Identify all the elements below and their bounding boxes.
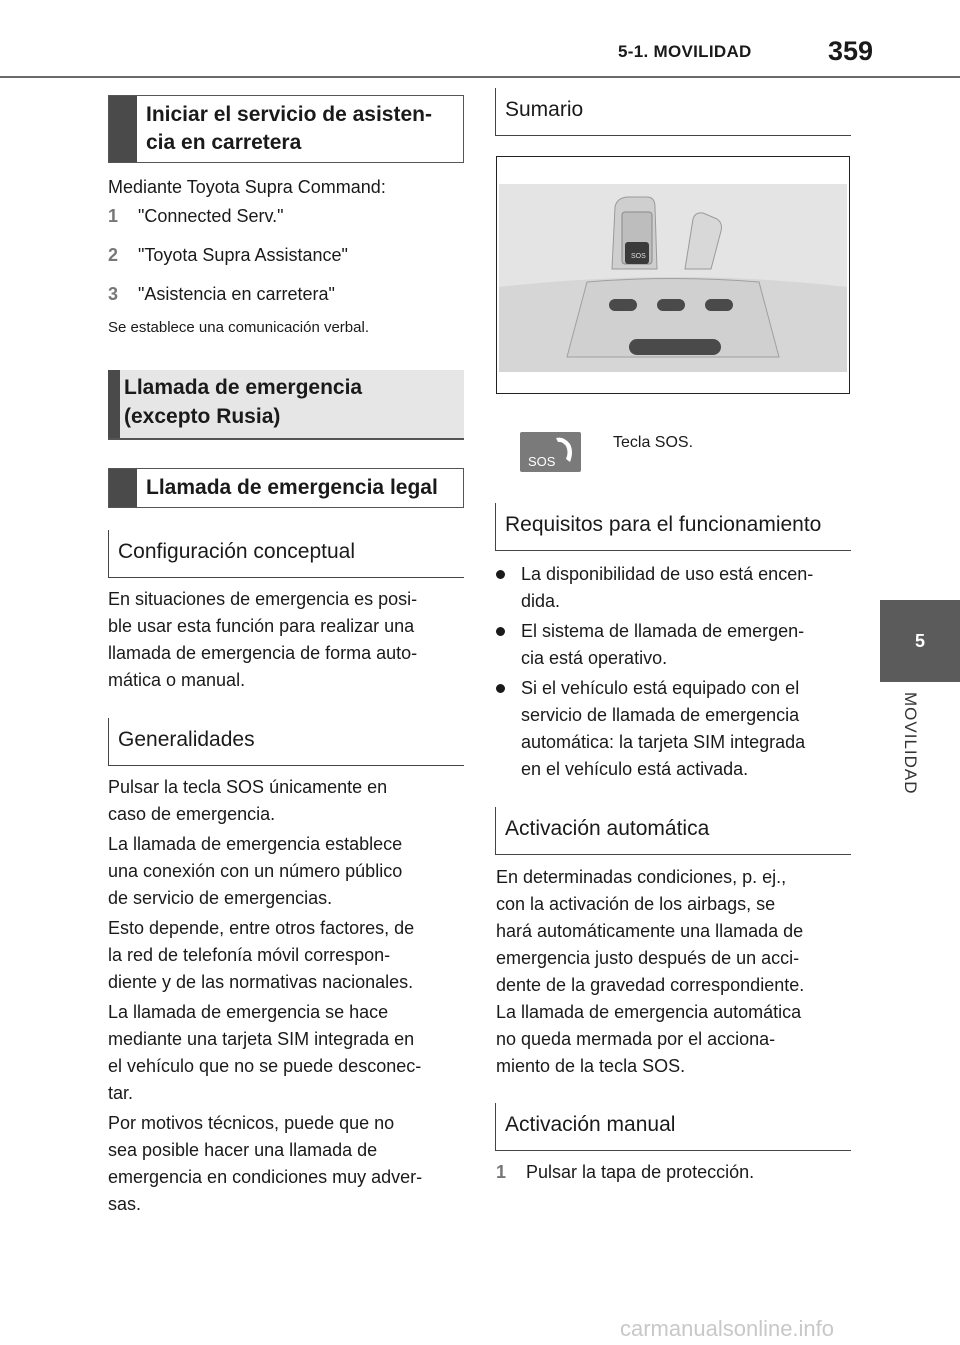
page-number: 359 (828, 36, 874, 66)
text-line: el vehículo que no se puede desconec- (108, 1056, 422, 1076)
text-line: El sistema de llamada de emergen- (521, 621, 805, 641)
text-line: dida. (521, 591, 561, 611)
text-line: En situaciones de emergencia es posi- (108, 589, 418, 609)
header-divider (0, 76, 960, 78)
heading-text: Llamada de emergencia legal (146, 476, 438, 499)
intro-text: Mediante Toyota Supra Command: (108, 177, 386, 197)
heading-text: Generalidades (118, 728, 255, 751)
heading-requisitos (495, 503, 851, 551)
sos-icon-label: SOS (528, 454, 556, 469)
section-title: 5-1. MOVILIDAD (618, 42, 752, 61)
text-line: sea posible hacer una llamada de (108, 1140, 378, 1160)
step-number: 1 (108, 206, 119, 226)
text-line: La llamada de emergencia se hace (108, 1002, 389, 1022)
text-line: miento de la tecla SOS. (496, 1056, 686, 1076)
heading-llamada-legal (108, 468, 464, 508)
text-line: servicio de llamada de emergencia (521, 705, 800, 725)
text-line: Pulsar la tecla SOS únicamente en (108, 777, 388, 797)
overhead-console-figure (496, 156, 850, 394)
step-text: "Connected Serv." (138, 206, 284, 226)
bullet-item (496, 561, 856, 615)
chapter-number-tab (880, 600, 960, 682)
heading-bar (109, 96, 137, 162)
text-line: con la activación de los airbags, se (496, 894, 776, 914)
text-line: diente y de las normativas nacionales. (108, 972, 414, 992)
auto-paragraph (496, 864, 860, 1080)
heading-line: Llamada de emergencia (124, 376, 363, 399)
step-text: Pulsar la tapa de protección. (526, 1162, 755, 1182)
text-line: no queda mermada por el acciona- (496, 1029, 776, 1049)
heading-line: (excepto Rusia) (124, 405, 281, 428)
sos-caption: Tecla SOS. (613, 434, 694, 451)
sos-key-icon (520, 432, 581, 472)
text-line: cia está operativo. (521, 648, 668, 668)
text-line: emergencia en condiciones muy adver- (108, 1167, 423, 1187)
heading-sumario (495, 88, 851, 136)
bullet-dot (496, 627, 505, 636)
phone-icon (520, 432, 581, 472)
text-line: tar. (108, 1083, 134, 1103)
step-2 (108, 242, 348, 269)
heading-text: Configuración conceptual (118, 540, 355, 563)
heading-text: Sumario (505, 98, 584, 121)
text-line: mática o manual. (108, 670, 246, 690)
heading-activacion-automatica (495, 807, 851, 855)
chapter-number: 5 (914, 630, 925, 651)
text-line: La llamada de emergencia automática (496, 1002, 802, 1022)
heading-configuracion (108, 530, 464, 578)
step-number: 1 (496, 1162, 507, 1182)
heading-iniciar-asistencia (108, 95, 464, 163)
watermark: carmanualsonline.info (620, 1316, 835, 1341)
text-line: hará automáticamente una llamada de (496, 921, 804, 941)
text-line: mediante una tarjeta SIM integrada en (108, 1029, 415, 1049)
note-text: Se establece una comunicación verbal. (108, 319, 369, 336)
text-line: Por motivos técnicos, puede que no (108, 1113, 395, 1133)
text-line: ble usar esta función para realizar una (108, 616, 415, 636)
heading-text: Activación automática (505, 817, 710, 840)
text-line: automática: la tarjeta SIM integrada (521, 732, 806, 752)
text-line: la red de telefonía móvil correspon- (108, 945, 391, 965)
config-paragraph (108, 586, 468, 694)
step-number: 2 (108, 245, 119, 265)
text-line: llamada de emergencia de forma auto- (108, 643, 418, 663)
step-number: 3 (108, 284, 119, 304)
manual-step-1 (496, 1159, 755, 1186)
text-line: en el vehículo está activada. (521, 759, 749, 779)
overhead-console-illustration (497, 157, 849, 393)
text-line: una conexión con un número público (108, 861, 403, 881)
text-line: dente de la gravedad correspondiente. (496, 975, 805, 995)
heading-text: Activación manual (505, 1113, 676, 1136)
heading-bar (108, 370, 120, 438)
bullet-dot (496, 684, 505, 693)
text-line: La llamada de emergencia establece (108, 834, 403, 854)
step-text: "Asistencia en carretera" (138, 284, 335, 304)
text-line: sas. (108, 1194, 142, 1214)
text-line: En determinadas condiciones, p. ej., (496, 867, 787, 887)
bullet-item (496, 675, 856, 783)
text-line: Si el vehículo está equipado con el (521, 678, 800, 698)
heading-line: cia en carretera (146, 131, 302, 154)
text-line: caso de emergencia. (108, 804, 276, 824)
figure-sos-label: SOS (631, 253, 646, 260)
text-line: de servicio de emergencias. (108, 888, 333, 908)
step-3 (108, 281, 335, 308)
step-text: "Toyota Supra Assistance" (138, 245, 348, 265)
heading-generalidades (108, 718, 464, 766)
heading-text: Requisitos para el funcionamiento (505, 513, 822, 536)
heading-line: Iniciar el servicio de asisten- (146, 103, 432, 126)
step-1 (108, 203, 284, 230)
heading-activacion-manual (495, 1103, 851, 1151)
heading-llamada-emergencia (108, 370, 464, 440)
text-line: emergencia justo después de un acci- (496, 948, 800, 968)
heading-bar (109, 469, 137, 507)
bullet-dot (496, 570, 505, 579)
text-line: Esto depende, entre otros factores, de (108, 918, 415, 938)
text-line: La disponibilidad de uso está encen- (521, 564, 814, 584)
bullet-item (496, 618, 856, 672)
chapter-label: MOVILIDAD (901, 692, 920, 795)
general-paragraphs (108, 774, 468, 1218)
